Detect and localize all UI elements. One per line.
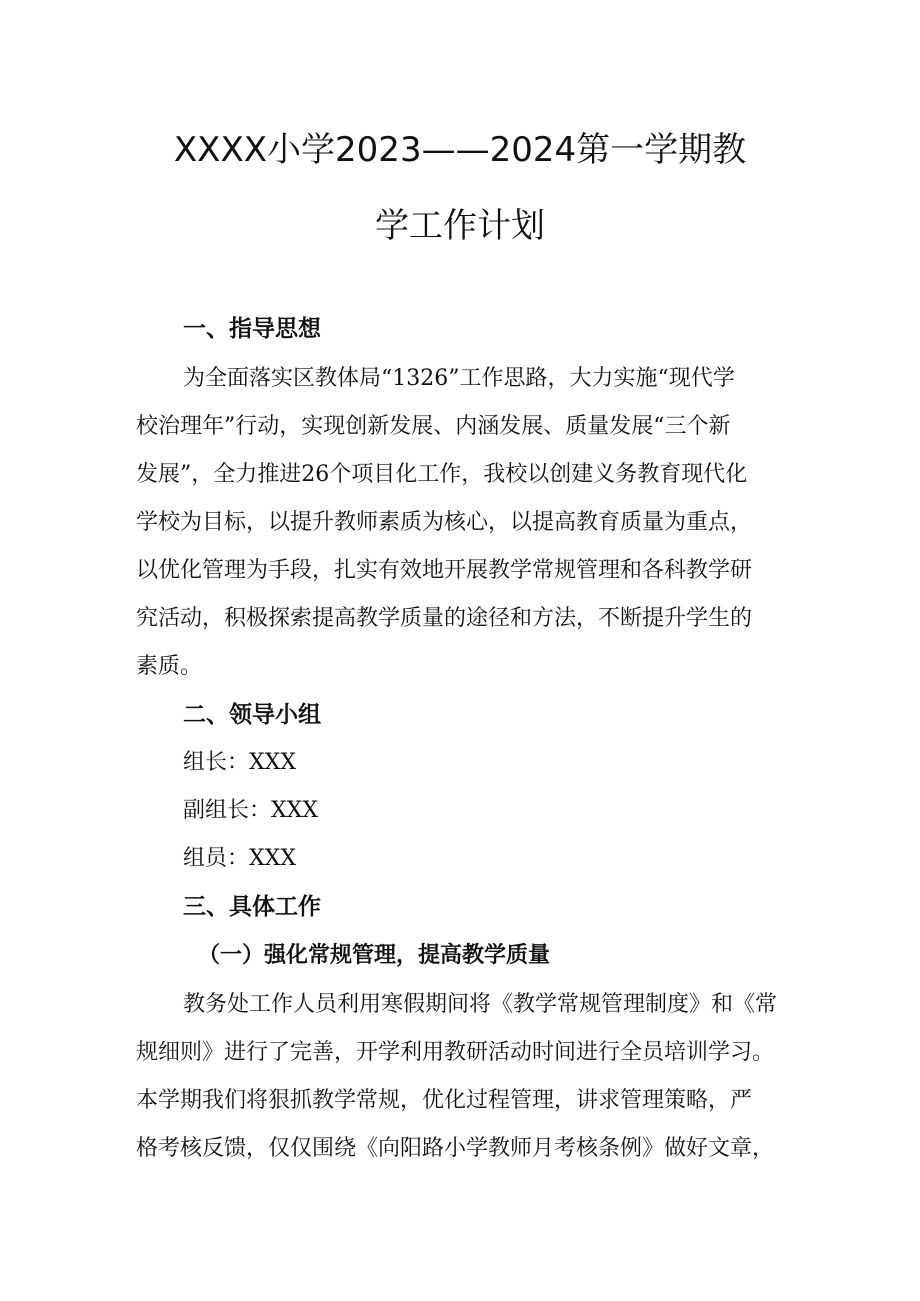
paragraph-line: 格考核反馈，仅仅围绕《向阳路小学教师月考核条例》做好文章， — [136, 1136, 775, 1161]
paragraph-line: 究活动，积极探索提高教学质量的途径和方法，不断提升学生的 — [136, 606, 753, 631]
group-members: 组员：XXX — [183, 846, 296, 871]
paragraph-line: 为全面落实区教体局“1326”工作思路，大力实施“现代学 — [183, 366, 735, 391]
section-heading-leadership-group: 二、领导小组 — [183, 702, 321, 728]
paragraph-line: 本学期我们将狠抓教学常规，优化过程管理，讲求管理策略，严 — [136, 1088, 753, 1113]
paragraph-line: 以优化管理为手段，扎实有效地开展教学常规管理和各科教学研 — [136, 558, 753, 583]
section-heading-guiding-ideology: 一、指导思想 — [183, 316, 321, 342]
document-title-line-2: 学工作计划 — [375, 206, 545, 246]
paragraph-line: 学校为目标，以提升教师素质为核心，以提高教育质量为重点， — [136, 510, 753, 535]
section-heading-specific-work: 三、具体工作 — [183, 894, 321, 920]
subsection-heading: （一）强化常规管理，提高教学质量 — [198, 943, 551, 968]
paragraph-line: 发展”，全力推进26个项目化工作，我校以创建义务教育现代化 — [136, 462, 748, 487]
paragraph-line: 校治理年”行动，实现创新发展、内涵发展、质量发展“三个新 — [136, 414, 731, 439]
paragraph-line: 素质。 — [136, 654, 203, 679]
group-deputy-leader: 副组长：XXX — [183, 798, 318, 823]
group-leader: 组长：XXX — [183, 750, 296, 775]
paragraph-line: 教务处工作人员利用寒假期间将《教学常规管理制度》和《常 — [183, 992, 778, 1017]
document-title-line-1: XXXX小学2023——2024第一学期教 — [173, 130, 747, 170]
paragraph-line: 规细则》进行了完善，开学利用教研活动时间进行全员培训学习。 — [136, 1040, 775, 1065]
